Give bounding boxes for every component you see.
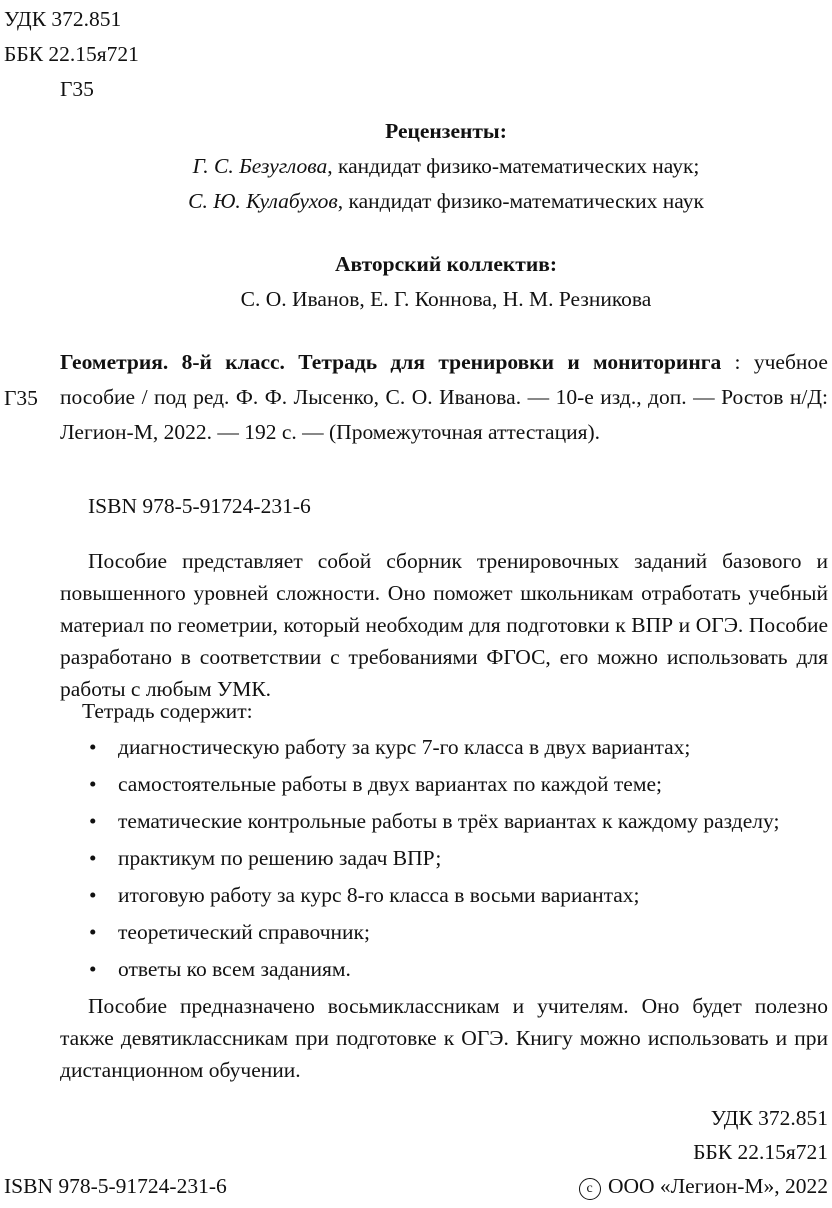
footer-isbn: ISBN 978-5-91724-231-6 — [4, 1174, 227, 1198]
bullet: • — [89, 809, 97, 833]
reviewer-line — [60, 150, 832, 182]
bibliography-record — [60, 345, 828, 450]
annotation-paragraph: Пособие предназначено восьмиклассникам и учителям. Оно будет полезно также девятиклассникам при подготовке к ОГЭ. Книгу можно использовать и при дистанционном обучении. — [60, 994, 828, 1082]
author-mark: Г35 — [60, 77, 94, 101]
copyright-icon: c — [579, 1178, 601, 1200]
reviewer-role: , кандидат физико-математических наук; — [327, 154, 700, 178]
reviewer-line — [60, 185, 832, 217]
bullet: • — [89, 920, 97, 944]
annotation-paragraph: Пособие представляет собой сборник тренировочных заданий базового и повышенного уровней сложности. Оно поможет школьникам отработать учебный материал по геометрии, который необходим для подготовки к ВПР и ОГЭ. Пособие разработано в соответствии с требованиями ФГОС, его можно использовать для работы с любым УМК. — [60, 549, 828, 701]
bullet: • — [89, 883, 97, 907]
footer-udk: УДК 372.851 — [710, 1106, 828, 1130]
bullet: • — [89, 772, 97, 796]
copyright-text: ООО «Легион-М», 2022 — [607, 1174, 828, 1198]
authors-names: С. О. Иванов, Е. Г. Коннова, Н. М. Резникова — [240, 287, 652, 311]
footer-bbk: ББК 22.15я721 — [693, 1140, 828, 1164]
reviewers-title: Рецензенты: — [385, 119, 507, 143]
isbn: ISBN 978-5-91724-231-6 — [88, 494, 311, 518]
authors-title: Авторский коллектив: — [334, 252, 557, 276]
reviewer-name: С. Ю. Кулабухов — [188, 189, 338, 213]
reviewer-name: Г. С. Безуглова — [192, 154, 328, 178]
bullet: • — [89, 957, 97, 981]
bullet: • — [89, 735, 97, 759]
bibliography-code: Г35 — [4, 386, 38, 410]
bullet: • — [89, 846, 97, 870]
bbk-code: ББК 22.15я721 — [4, 42, 139, 66]
copyright — [579, 1170, 828, 1202]
udk-code: УДК 372.851 — [4, 7, 122, 31]
contents-label: Тетрадь содержит: — [82, 699, 253, 723]
book-title: Геометрия. 8-й класс. Тетрадь для тренировки и мониторинга — [60, 350, 722, 374]
reviewer-role: , кандидат физико-математических наук — [337, 189, 704, 213]
book-details: : учебное пособие / под ред. Ф. Ф. Лысенко, С. О. Иванова. — 10-е изд., доп. — Ростов н/Д: Легион-М, 2022. — 192 с. — (Промежуточная аттестация). — [60, 350, 828, 444]
